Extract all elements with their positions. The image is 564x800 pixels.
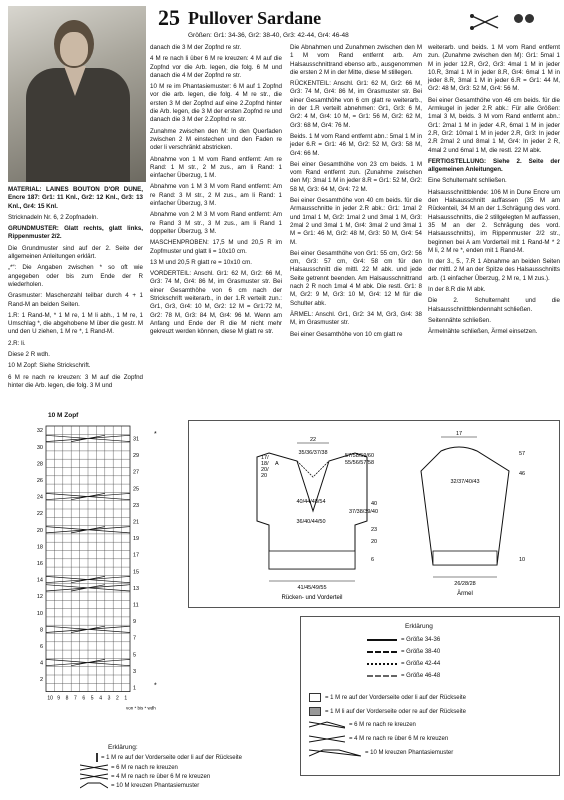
pattern-title: Pullover Sardane <box>188 8 322 28</box>
repeat-asterisk: * <box>154 431 157 438</box>
front-ribbing <box>269 551 355 569</box>
row-label: 16 <box>36 561 43 568</box>
repeat-note: von * bis * wdh <box>126 705 156 711</box>
legend-label: = 6 M re nach re kreuzen <box>349 722 416 728</box>
legend-item-cross10 <box>309 749 453 757</box>
paragraph: In der 8.R die M abk. <box>428 286 486 294</box>
row-label: 26 <box>36 478 43 485</box>
col-label: 7 <box>74 695 77 702</box>
legend-box <box>300 616 560 776</box>
dim-height-1: 57/58/59/60 <box>345 453 375 459</box>
paragraph: 2.R: li. <box>8 339 26 347</box>
legend-label: = Größe 42-44 <box>401 661 441 667</box>
paragraph: Stricknadeln Nr. 6, 2 Zopfnadeln. <box>8 213 99 221</box>
row-label: 18 <box>36 544 43 551</box>
row-label: 7 <box>133 635 137 642</box>
paragraph: Bei einer Gesamthöhe von 23 cm beids. 1 M vom Rand entfernt zun. (Zunahme zwischen den M): 3mal 1 M in jeder 8.R = Gr1: 52 M, Gr2: 58 M, Gr3: 64 M, Gr4: 72 M. <box>290 160 422 193</box>
zopf-chart-title: 10 M Zopf <box>48 412 79 419</box>
pattern-number: 25 <box>158 5 180 30</box>
column-3 <box>290 44 422 342</box>
size-list: Größen: Gr1: 34-36, Gr2: 38-40, Gr3: 42-44, Gr4: 46-48 <box>188 32 349 39</box>
row-label: 15 <box>133 569 140 576</box>
paragraph: Bei einer Gesamthöhe von 40 cm beids. für die Armausschnitte in jeder 2.R abk.: Gr1: 1mal 2 und 1mal 1 M, Gr2: 1mal 2 und 3mal 1 M, Gr3: 2mal 2 und 3mal 1 M, Gr4: 3mal 2 und 3mal 1 M = Gr1: 46 M, Gr2: 48 M, Gr3: 50 M, Gr4: 54 M. <box>290 197 422 246</box>
row-label: 4 <box>39 660 43 667</box>
paragraph: Eine Schulternaht schließen. <box>428 177 507 185</box>
legend-label: = 4 M re nach re über 6 M re kreuzen <box>111 773 211 780</box>
paragraph: 4 M re nach li über 6 M re kreuzen: 4 M auf die Zopfnd vor die Arb. legen, die folg. 6 M und danach die 4 M der Zopfnd re str. <box>150 55 282 79</box>
col-label: 3 <box>107 695 111 702</box>
col-label: 5 <box>90 695 94 702</box>
col-label: 8 <box>65 695 69 702</box>
row-label: 22 <box>36 511 43 518</box>
legend-label: = 4 M re nach re über 6 M re kreuzen <box>349 736 449 742</box>
paragraph: 10 M re im Phantasiemuster: 6 M auf 1 Zopfnd vor die arb. legen, die folg. 4 M re str., die ersten 3 M der Zopfnd auf eine 2.Zopfnd hinter die Arb. legen, die 3 M der ersten Zopfnd re und danach die 3 M der 2.Zopfnd re str. <box>150 83 282 124</box>
sleeve-ribbing <box>433 551 497 565</box>
legend-item-knit <box>309 693 466 702</box>
garment-schematic <box>188 420 560 608</box>
paragraph: Abnahme von 1 M vom Rand entfernt: Am re Rand: 1 M str., 2 M zus., am li Rand: 1 einfacher Überzug, 1 M. <box>150 155 282 180</box>
row-label: 9 <box>133 619 137 626</box>
paragraph: FERTIGSTELLUNG: Siehe 2. Seite der allgemeinen Anleitungen. <box>428 157 560 174</box>
legend-label: = Größe 34-36 <box>401 637 441 643</box>
dim-waist-width: 36/40/44/50 <box>296 519 326 525</box>
row-label: 10 <box>36 610 43 617</box>
legend-label: = 10 M kreuzen Phantasiemuster <box>111 782 200 789</box>
cross-6-icon <box>80 764 108 771</box>
paragraph: 1.R: 1 Rand-M, * 1 M re, 1 M li abh., 1 M re, 1 Umschlag *, die abgehobene M über die gestr. M und den U ziehen, 1 M re *, 1 Rand-M. <box>8 311 143 336</box>
paragraph: Halsausschnittblende: 106 M in Dune Encre um den Halsausschnitt auffassen (35 M am Rückenteil, 34 M an der 1.Schrägung des vord. Halsausschnitts, die 2 stillgelegten M auffassen, 35 M an der 2. Schrägung des vord. Halsausschnitts), im Rippenmuster 2/2 str., beginnen bei A am Vorderteil mit 1 Rand-M * 2 M li, 2 M re *, enden mit 1 Rand-M. <box>428 188 560 254</box>
column-4 <box>428 44 560 340</box>
row-label: 8 <box>39 627 43 634</box>
legend-item-cross4 <box>309 735 448 743</box>
row-label: 3 <box>133 668 137 675</box>
legend-item-cross6 <box>309 721 416 729</box>
dim-shoulder-label: 20/ <box>261 467 269 473</box>
zopf-legend <box>80 744 240 789</box>
row-label: 30 <box>36 444 43 451</box>
paragraph: weiterarb. und beids. 1 M vom Rand entfernt zun. (Zunahme zwischen den M): Gr1: 5mal 1 M in jeder 12.R, Gr2, Gr3: 4mal 1 M in jeder 10.R, 3mal 1 M in jeder 8.R, Gr4: 6mal 1 M in jeder 8.R, 3mal 1 M in jeder 6.R = Gr1: 44 M, Gr2: 48 M, Gr3: 52 M, Gr4: 56 M. <box>428 44 560 93</box>
dim-chest-width: 40/44/48/54 <box>296 499 326 505</box>
legend-label: = 1 M re auf der Vorderseite oder li auf der Rückseite <box>325 694 466 701</box>
cross-10-icon <box>309 749 361 757</box>
legend-label: = 1 M re auf der Vorderseite oder li auf der Rückseite <box>101 754 242 761</box>
paragraph: GRUNDMUSTER: Glatt rechts, glatt links, Rippenmuster 2/2. <box>8 225 143 241</box>
paragraph: Die Abnahmen und Zunahmen zwischen den M 1 M vom Rand entfernt arb. Am Halsausschnittrand ebenso arb., ausgenommen die ersten 2 M in der Mitte, diese M stillegen. <box>290 44 422 76</box>
dim-height-7: 6 <box>371 557 375 563</box>
row-label: 25 <box>133 486 140 493</box>
col-label: 10 <box>47 695 53 702</box>
dim-height-4: 37/38/39/40 <box>349 509 379 515</box>
paragraph: 6 M re nach re kreuzen: 3 M auf die Zopfnd hinter die Arb. legen, die folg. 3 M und <box>8 373 143 389</box>
dim-sleeve-height-1: 57 <box>519 451 526 457</box>
zopf-legend-knit <box>80 753 240 762</box>
paragraph: „*“: Die Angaben zwischen * so oft wie angegeben oder bis zum Ende der R wiederholen. <box>8 264 143 288</box>
row-label: 17 <box>133 552 140 559</box>
row-label: 14 <box>36 577 43 584</box>
body-caption: Rücken- und Vorderteil <box>281 595 343 601</box>
zopf-legend-cross4 <box>80 773 240 780</box>
paragraph: Bei einer Gesamthöhe von 46 cm beids. für die Armkugel in jeder 2.R abk.: Für alle Größen: 1mal 3 M, beids. 3 M vom Rand entfernt abn.: Gr1: 2mal 1 M in jeder 4.R, 6mal 1 M in jeder 2.R, Gr2: 10mal 1 M in jeder 2.R, Gr3: In jeder 2.R 2mal 2 und 8mal 1 M, Gr4: In jeder 2 R, 4mal 2 und 6mal 1 M, die restl. 22 M abk. <box>428 96 560 154</box>
col-label: 2 <box>116 695 119 702</box>
paragraph: Bei einer Gesamthöhe von Gr1: 55 cm, Gr2: 56 cm, Gr3: 57 cm, Gr4: 58 cm für den Halsausschnitt die mittl. 22 M abk. und jede Seite getrennt beenden. Am Halsausschnittrand nach 2 R noch 1mal 4 M abk. Die restl. Gr1: 8 M, Gr2: 9 M, Gr3: 10 M, Gr4: 12 M für die Schulter abk. <box>290 249 422 307</box>
cross-10-icon <box>80 782 108 789</box>
legend-item-purl <box>309 707 466 716</box>
cross-4-icon <box>309 735 345 743</box>
col-label: 1 <box>124 695 128 702</box>
row-label: 32 <box>36 428 43 435</box>
row-label: 1 <box>133 685 137 692</box>
row-label: 12 <box>36 594 43 601</box>
paragraph: MASCHENPROBEN: 17,5 M und 20,5 R im Zopfmuster und glatt li = 10x10 cm. <box>150 239 282 255</box>
dim-shoulder-label: 17/ <box>261 455 269 461</box>
yarn-balls-icon <box>512 10 534 28</box>
row-label: 29 <box>133 453 140 460</box>
knit-symbol-icon <box>96 753 98 762</box>
repeat-asterisk: * <box>154 682 157 690</box>
paragraph: Seitennähte schließen. <box>428 316 491 324</box>
paragraph: danach die 3 M der Zopfnd re str. <box>150 44 242 51</box>
paragraph: Diese 2 R wdh. <box>8 351 50 359</box>
dim-sleeve-height-3: 10 <box>519 557 526 563</box>
legend-size-1 <box>367 637 440 643</box>
paragraph: Beids. 1 M vom Rand entfernt abn.: 5mal 1 M in jeder 6.R = Gr1: 46 M, Gr2: 52 M, Gr3: 58 M, Gr4: 66 M. <box>290 132 422 157</box>
row-label: 20 <box>36 527 43 534</box>
paragraph: Bei einer Gesamthöhe von 10 cm glatt re <box>290 330 403 338</box>
paragraph: Die Grundmuster sind auf der 2. Seite der allgemeinen Anleitungen erklärt. <box>8 244 143 261</box>
zopf-legend-cross6 <box>80 764 240 771</box>
dim-height-5: 23 <box>371 527 378 533</box>
dim-sleeve-height-2: 46 <box>519 471 526 477</box>
paragraph: Ärmelnähte schließen, Ärmel einsetzen. <box>428 328 538 336</box>
row-label: 28 <box>36 461 43 468</box>
legend-label: = Größe 38-40 <box>401 649 441 655</box>
dim-sleeve-width: 32/37/40/43 <box>450 479 480 485</box>
col-label: 6 <box>82 695 86 702</box>
marker-a: A <box>275 461 279 467</box>
row-label: 6 <box>39 644 43 651</box>
dim-shoulder-label: 18/ <box>261 461 269 467</box>
legend-size-2 <box>367 649 440 655</box>
dim-neck-width: 22 <box>309 437 317 443</box>
row-label: 2 <box>39 677 43 684</box>
knit-symbol-icon <box>309 693 321 702</box>
paragraph: VORDERTEIL: Anschl. Gr1: 62 M, Gr2: 66 M, Gr3: 74 M, Gr4: 86 M, im Grasmuster str. Bei einer Gesamthöhe von 6 cm nach der Strickschrift weiterarb., in der 1.R verteilt zun.: Gr1, Gr3, Gr4: 10 M, Gr2: 12 M = Gr1:72 M, Gr2: 78 M, Gr3: 84 M, Gr4: 96 M. Wenn am Anfang und Ende der R die M nicht mehr gekreuzt werden können, diese M glatt re str. <box>150 270 282 336</box>
column-1 <box>8 186 143 393</box>
row-label: 24 <box>36 494 43 501</box>
row-label: 19 <box>133 536 140 543</box>
column-2 <box>150 44 282 340</box>
purl-symbol-icon <box>309 707 321 716</box>
row-label: 21 <box>133 519 140 526</box>
legend-size-4 <box>367 673 440 679</box>
dim-sleeve-bottom: 26/28/28 <box>454 581 476 587</box>
dim-height-2: 55/56/57/58 <box>345 460 375 466</box>
paragraph: ÄRMEL: Anschl. Gr1, Gr2: 34 M, Gr3, Gr4: 38 M, im Grasmuster str. <box>290 310 422 327</box>
needles-icon <box>470 12 500 32</box>
paragraph: RÜCKENTEIL: Anschl. Gr1: 62 M, Gr2: 66 M, Gr3: 74 M, Gr4: 86 M, im Grasmuster str. Bei einer Gesamthöhe von 6 cm glatt re weiterarb., in der 1.R verteilt abnehmen: Gr1, Gr3: 6 M, Gr2: 4 M, Gr4: 10 M, = Gr1: 56 M, Gr2: 62 M, Gr3: 68 M, Gr4: 76 M. <box>290 80 422 129</box>
dim-shoulder-label: 20 <box>261 473 268 479</box>
paragraph: Abnahme von 1 M 3 M vom Rand entfernt: Am re Rand: 3 M str., 2 M zus., am li Rand: 1 einfacher Überzug, 3 M. <box>150 183 282 208</box>
dim-bottom-width: 41/45/49/55 <box>297 585 327 591</box>
paragraph: Zunahme zwischen den M: In den Querfaden zwischen 2 M einstechen und den Faden re oder li verschränkt abstricken. <box>150 127 282 152</box>
sleeve-outline <box>421 447 509 565</box>
row-label: 13 <box>133 585 140 592</box>
paragraph: Grasmuster: Maschenzahl teilbar durch 4 + 1 Rand-M an beiden Seiten. <box>8 292 143 308</box>
paragraph: Die 2. Schulternaht und die Halsausschnittblendennaht schließen. <box>428 297 560 313</box>
legend-title: Erklärung <box>405 623 433 630</box>
dim-height-3: 40 <box>371 501 378 507</box>
sleeve-caption: Ärmel <box>457 591 473 597</box>
legend-label: = 6 M re nach re kreuzen <box>111 764 178 771</box>
paragraph: Abnahme von 2 M 3 M vom Rand entfernt: Am re Rand 3 M str., 3 M zus., am li Rand 1 doppelter Überzug, 3 M. <box>150 211 282 235</box>
col-label: 9 <box>57 695 60 702</box>
legend-label: = 10 M kreuzen Phantasiemuster <box>365 750 454 756</box>
legend-label: = 1 M li auf der Vorderseite oder re auf der Rückseite <box>325 708 466 715</box>
paragraph: 10 M Zopf: Siehe Strickschrift. <box>8 362 91 370</box>
row-label: 31 <box>133 436 140 443</box>
dim-height-6: 20 <box>371 539 378 545</box>
cross-6-icon <box>309 721 345 729</box>
model-photo <box>8 6 146 182</box>
paragraph: MATERIAL: LAINES BOUTON D'OR DUNE, Encre 187: Gr1: 11 Knl., Gr2: 12 Knl., Gr3: 13 Knl., Gr4: 15 Knl. <box>8 186 143 210</box>
legend-label: = Größe 46-48 <box>401 673 441 679</box>
col-label: 4 <box>99 695 102 702</box>
legend-size-3 <box>367 661 440 667</box>
cross-4-icon <box>80 773 108 780</box>
row-label: 5 <box>133 652 137 659</box>
zopf-chart <box>20 422 170 722</box>
dim-sleeve-top: 17 <box>455 431 463 437</box>
paragraph: In der 3., 5., 7.R 1 Abnahme an beiden Seiten der mittl. 2 M an der Spitze des Halsausschnitts arb. (1 einfacher Überzug, 2 M re, 1 M zus.). <box>428 258 560 282</box>
row-label: 11 <box>133 602 139 609</box>
dim-neck-depth: 35/36/37/38 <box>298 450 328 456</box>
zopf-legend-cross10 <box>80 782 240 789</box>
paragraph: 13 M und 20,5 R glatt re = 10x10 cm. <box>150 258 252 266</box>
row-label: 27 <box>133 469 140 476</box>
zopf-legend-title: Erklärung: <box>108 744 138 751</box>
row-label: 23 <box>133 502 140 509</box>
